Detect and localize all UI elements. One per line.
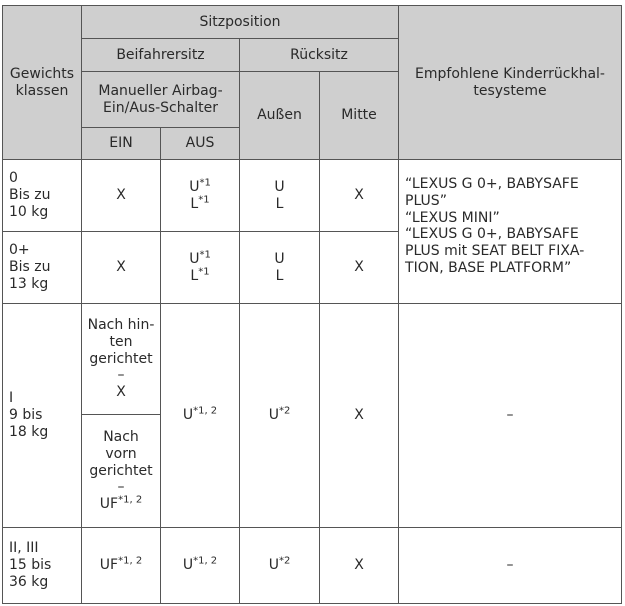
header-gewichtsklassen: Gewichts klassen	[3, 6, 82, 160]
row-1-ein: X	[82, 232, 161, 304]
row-1-mitte: X	[320, 232, 399, 304]
row-2-mitte: X	[320, 304, 399, 528]
header-ruecksitz: Rücksitz	[240, 39, 399, 72]
row-3-empfohlen: –	[399, 528, 622, 604]
row-3-aus: U$^{*1, 2}$	[161, 528, 240, 604]
row-1-aus: $U^{*1}$ $L^{*1}$	[161, 232, 240, 304]
row-0-ein: X	[82, 160, 161, 232]
row-3-mitte: X	[320, 528, 399, 604]
row-0-mitte: X	[320, 160, 399, 232]
row-3-ein: UF$^{*1, 2}$	[82, 528, 161, 604]
header-beifahrersitz: Beifahrersitz	[82, 39, 240, 72]
header-aus: AUS	[161, 128, 240, 160]
row-2-aus: U$^{*1, 2}$	[161, 304, 240, 528]
header-sitzposition: Sitzposition	[82, 6, 399, 39]
row-0-aus: $U^{*1}$ $L^{*1}$	[161, 160, 240, 232]
row-2-klasse: I 9 bis 18 kg	[3, 304, 82, 528]
row-0-1-empfohlen: “LEXUS G 0+, BABYSAFE PLUS” “LEXUS MINI” “LEXUS G 0+, BABYSAFE PLUS mit SEAT BELT FIXA- TION, BASE PLATFORM”	[399, 160, 622, 304]
row-0-aussen: U L	[240, 160, 320, 232]
row-2-ein-forward: Nach vorn gerichtet – UF$^{*1, 2}$	[82, 415, 161, 528]
row-0-klasse: 0 Bis zu 10 kg	[3, 160, 82, 232]
header-airbag-switch: Manueller Airbag- Ein/Aus-Schalter	[82, 72, 240, 128]
row-2-empfohlen: –	[399, 304, 622, 528]
row-1-aussen: U L	[240, 232, 320, 304]
child-seat-table	[2, 5, 622, 604]
header-aussen: Außen	[240, 72, 320, 160]
row-2-ein-rearward: Nach hin- ten gerichtet – X	[82, 304, 161, 415]
child-seat-table-container	[2, 5, 621, 603]
row-3-aussen: $U^{*2}$	[240, 528, 320, 604]
header-ein: EIN	[82, 128, 161, 160]
header-mitte: Mitte	[320, 72, 399, 160]
row-2-aussen: $U^{*2}$	[240, 304, 320, 528]
row-3-klasse: II, III 15 bis 36 kg	[3, 528, 82, 604]
row-1-klasse: 0+ Bis zu 13 kg	[3, 232, 82, 304]
header-empfohlen: Empfohlene Kinderrückhal- tesysteme	[399, 6, 622, 160]
